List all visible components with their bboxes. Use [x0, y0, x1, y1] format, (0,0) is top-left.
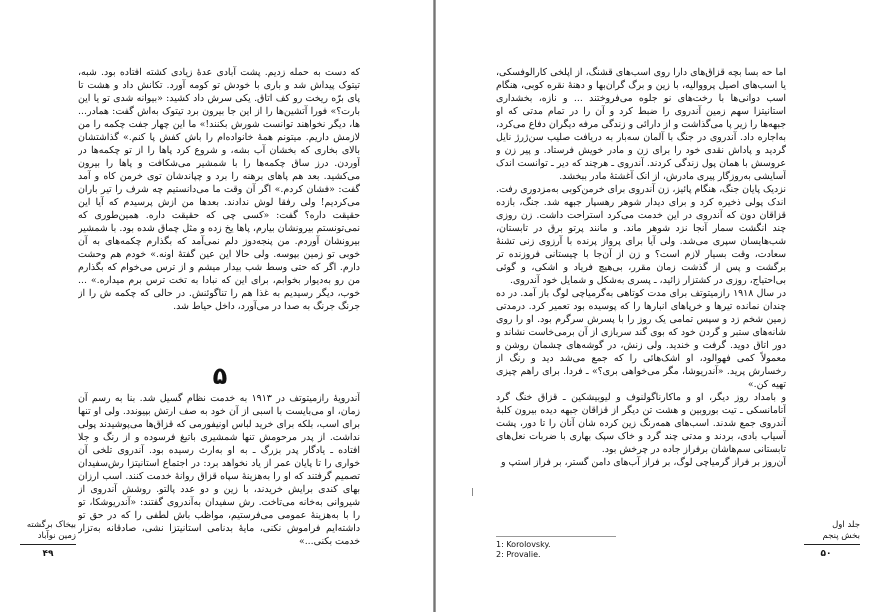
running-head-line: بیخاک برگشته: [26, 520, 76, 530]
left-page-text-top: [78, 66, 360, 336]
running-head-line: زمین نوآباد: [37, 531, 76, 541]
running-head-rule: [804, 544, 860, 545]
right-paragraph: در سال ۱۹۱۸ رازمیتوتف برای مدت کوتاهی به‌گرمیاچی لوگ باز آمد. در ده چندان نمانده تیرها و خرپاهای انبارها را که پوسیده بود تعمیر کرد. درمدتی زمین شخم زد و سپس تمامی یک روز را با پسرش سرگرم بود. او را روی شانه‌های ستبر و گردن خود که بوی گند سربازی از آن برمی‌خاست نشاند و دور اتاق دوید. گرفت و خندید. ولی زنش، در گوشه‌های چشمان روشن و معمولاً کمی فهوالود، او اشک‌هائی را که جمع می‌شد دید و رنگ از رخسارش پرید. «آندریوشا، مگر می‌خواهی بری؟» ـ فردا. برای راهم چیزی تهیه کن.»: [496, 288, 786, 390]
left-running-head: [20, 520, 76, 547]
right-paragraph: آن‌روز بر فراز گرمیاچی لوگ، بر فراز آب‌های دامن گستر، بر فراز استپ و: [501, 457, 786, 468]
right-page-text: [496, 66, 786, 558]
running-head-rule: [20, 544, 76, 545]
footnote: 2: Provalie.: [496, 550, 541, 559]
right-paragraph: نزدیک پایان جنگ، هنگام پائیز، زن آندروی برای خرمن‌کوبی به‌مزدوری رفت. اندک پولی ذخیره کرد و برای دیدار شوهر رهسپار جبهه شد. جنگ، بازده قزاقان دون که آندروی در این خدمت می‌کرد استراحت داشت. زن روزی چند انگشت سمار آنجا نزد شوهر ماند. و مانند پرتو برق در تابستان، شب‌هایسان سپری می‌شد. ولی آیا برای پرواز پرنده با آرزوی زنی تشنهٔ سعادت، وقت بسیار لازم است؟ و زن از آن‌جا با چیستانی فروزنده تر برگشت و پس از گذشت زمان مقرر، بی‌هیچ فریاد و اشکی، و گوئی بی‌احتیاج، روزی در کشتزار زائید، ـ پسری به‌شکل و شمایل خود آندروی.: [496, 184, 786, 286]
margin-mark: [472, 488, 473, 496]
left-page-text-bottom: [78, 392, 360, 562]
left-paragraph-after: آندرویهٔ رازمیتوتف در ۱۹۱۳ به خدمت نظام گسیل شد. بنا به رسم آن زمان، او می‌بایست با اسبی از آن خود به صف ارتش بپیوندد. ولی او تنها برای اسب، بلکه برای خرید لباس اونیفورمی که قزاق‌ها می‌پوشیدند پولی نداشت. از پدر مرحومش تنها شمشیری باتیغ فرسوده و از رنگ و جلا افتاده ـ یادگار پدر بزرگ ـ به او به‌ارث رسیده بود. آندروی تلخی آن خواری را تا پایان عمر از یاد نخواهد برد: در اجتماع استانیتزا رش‌سفیدان تصمیم گرفتند که او را به‌هزینهٔ سپاه قزاق روانهٔ خدمت کنند. اسب ارزان بهای کندی برایش خریدند، با زین و دو عدد پالتو. روشش آندروی از شیروانی به‌خانه می‌تاخت. رش سفیدان به‌آندروی گفتند: «آندریوشکا، تو را با به‌هزینهٔ عمومی می‌فرستیم، مواظب باش لطفی را که در حق تو داشته‌ایم فراموش نکنی، مایهٔ بدنامی استانیتزا نشی، صادقانه به‌تزار خدمت بکنی...»: [78, 393, 360, 547]
right-page-number: ۵۰: [820, 549, 832, 559]
running-head-line: جلد اول: [832, 520, 860, 530]
left-page: [0, 0, 434, 612]
footnote-rule: [496, 536, 616, 537]
right-running-head: [804, 520, 860, 547]
right-paragraph: اما حه بسا بچه قزاق‌های دارا روی اسب‌های قشنگ، از اپلخی کارالوفسکی، یا اسب‌های اصیل پرووالیه، با زین و برگ گران‌بها و دهنهٔ نقره کوبی، هنگام اسب دوانی‌ها با رخت‌های نو جلوه می‌فروختند ... و نازه، بخشداری استانیتزا سهم زمین آندروی را ضبط کرد و آن را در تمام مدتی که او جبهه‌ها را زیر پا می‌گذاشت و از دارائی و زندگی مرفه دیگران دفاع می‌کرد، به‌اجاره داد. آندروی در جنگ با آلمان سه‌بار به دریافت صلیب سن‌ژرژ نایل گردید و پاداش نقدی خود را برای زن و مادر خویش فرستاد. و پیر زن و عروسش با همان پول زندگی کردند. آندروی ـ هرچند که دیر ـ توانست اندک آسایشی به‌روزگار پیری مادرش، از انک آغشتهٔ مادر ببخشد.: [496, 67, 786, 182]
right-page: [436, 0, 870, 612]
left-paragraph: که دست به حمله زدیم. پشت آبادی عدهٔ زیادی کشته افتاده بود. شبه، تیتوک پیداش شد و باری با خودش تو کومه آورد. تکانش داد و هشت تا پای برّه ریخت رو کف اتاق. یکی سرش داد کشید: «بیوانه شدی تو یا این بارت؟» فورا آتشین‌ها را از این جا بیرون برد تیتوک به‌اش گفت: همادر... ها، دیگر نخواهند توانست شورش بکنند!» ما این چهار جفت چکمه را من لازمش داریم. میتونم همهٔ خانواده‌ام را باش کفش پا کنم.» گذاشتشان بالای بخاری که بخشان آب بشه، و شروع کرد پاها را از تو چکمه‌ها در آوردن. درز ساق چکمه‌ها را با شمشیر می‌شکافت و پاها را بیرون می‌کشید. بعد هم پاهای برهنه را برد و چپاندشان توی خرمن کاه و آمد گفت: «فشان کردم.» اگر آن وقت ما می‌دانستیم چه شرف را تیر باران می‌کردیم! ولی رفقا لوش ندادند. بعدها من ازش پرسیدم که آیا این حقیقت داره؟ گفت: «کسی چی که حقیقت داره. همین‌طوری که نمی‌تونستم بیرونشان بیارم، پاها یخ زده و مثل چماق شده بود. با شمشیر بیرونشان آوردم. من پنجه‌دوز دلم نمی‌آمد که بگذارم چکمه‌های به آن خوبی تو زمین بپوسه. ولی حالا این عین گفتهٔ اونه.» خودم هم وحشت دارم. اگر که حتی وسط شب بیدار میشم و از ترس می‌خوام که بگذارم من رو به‌دیوار بخوابم، برای این که نبادا به تخت ترس برم میداره.» ... خوب، دیگر رسیدیم به غذا هم را تناگوئنش. در حالی که چکمه ش را از جرنگ جرنگ به صدا در می‌آورد، داخل حیاط شد.: [78, 67, 360, 312]
left-page-number: ۴۹: [42, 549, 54, 559]
running-head-line: بخش پنجم: [822, 531, 860, 541]
chapter-number: ۵: [212, 362, 228, 390]
footnote: 1: Korolovsky.: [496, 540, 551, 549]
right-paragraph: و بامداد روز دیگر، او و ماکارناگولنوف و لیوبیشکین ـ قزاق خنگ گرد آتامانسکی ـ تیت بوروبین و هشت تن دیگر از قزاقان جبهه دیده بیرون کلبهٔ آندروی جمع شدند. اسب‌های همه‌رنگ زین کرده شان آنان را تا دور، پشت آسیاب بادی، بردند و مدتی چند گرد و خاک سپک بهاری با ضربات نعل‌های تابستانی سم‌هاشان برفراز جاده در چرخش بود.: [496, 392, 786, 455]
footnotes: [496, 540, 696, 560]
